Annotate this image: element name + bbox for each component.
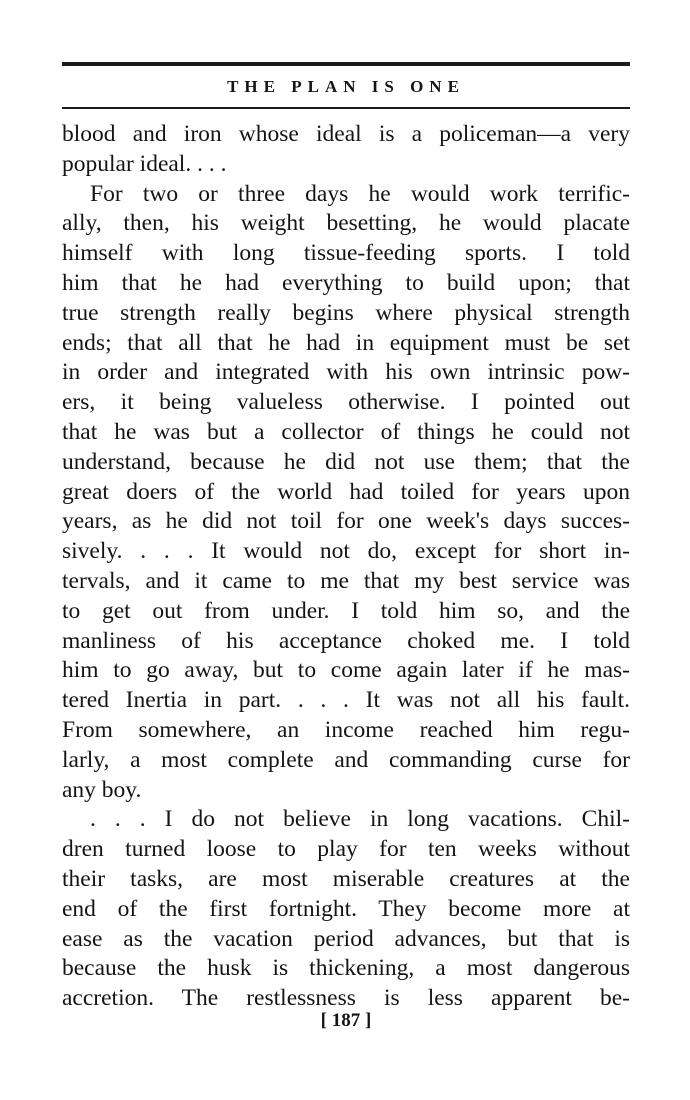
- body-text: [62, 120, 630, 1014]
- text-line: end of the first fortnight. They become more at: [62, 895, 630, 922]
- text-line: him that he had everything to build upon; that: [62, 269, 630, 296]
- text-line: ally, then, his weight besetting, he would placate: [62, 210, 630, 237]
- text-line: that he was but a collector of things he could not: [62, 418, 630, 445]
- text-line: dren turned loose to play for ten weeks without: [62, 836, 630, 863]
- text-line: manliness of his acceptance choked me. I told: [62, 627, 630, 654]
- text-line: ers, it being valueless otherwise. I pointed out: [62, 389, 630, 416]
- text-line: For two or three days he would work terrific-: [90, 180, 630, 207]
- text-line: their tasks, are most miserable creatures at the: [62, 865, 630, 892]
- text-line: ease as the vacation period advances, but that is: [62, 925, 630, 952]
- text-line: . . . I do not believe in long vacations. Chil-: [90, 806, 630, 833]
- text-line: sively. . . . It would not do, except for short in-: [62, 538, 630, 565]
- text-line: himself with long tissue-feeding sports. I told: [62, 240, 630, 267]
- text-line: in order and integrated with his own intrinsic pow-: [62, 359, 630, 386]
- text-line: years, as he did not toil for one week's days succes-: [62, 508, 630, 535]
- text-line: him to go away, but to come again later if he mas-: [62, 657, 630, 684]
- header-rule-top: [62, 62, 630, 66]
- text-line: tervals, and it came to me that my best service was: [62, 567, 630, 594]
- text-line: any boy.: [62, 776, 142, 803]
- text-line: blood and iron whose ideal is a policeman—a very: [62, 121, 630, 147]
- text-line: From somewhere, an income reached him regu-: [62, 716, 630, 743]
- text-line: understand, because he did not use them; that the: [62, 448, 630, 475]
- text-line: because the husk is thickening, a most dangerous: [62, 955, 630, 982]
- text-line: popular ideal. . . .: [62, 150, 227, 177]
- text-line: great doers of the world had toiled for years upon: [62, 478, 630, 505]
- text-line: true strength really begins where physical strength: [62, 299, 630, 326]
- text-line: accretion. The restlessness is less apparent be-: [62, 985, 630, 1012]
- text-line: tered Inertia in part. . . . It was not all his fault.: [62, 687, 630, 714]
- running-head: THE PLAN IS ONE: [227, 77, 465, 96]
- text-line: to get out from under. I told him so, and the: [62, 597, 630, 624]
- header-rule-bottom: [62, 107, 630, 109]
- text-line: ends; that all that he had in equipment must be set: [62, 329, 630, 356]
- text-line: larly, a most complete and commanding curse for: [62, 746, 630, 773]
- page-number: [ 187 ]: [320, 1010, 372, 1031]
